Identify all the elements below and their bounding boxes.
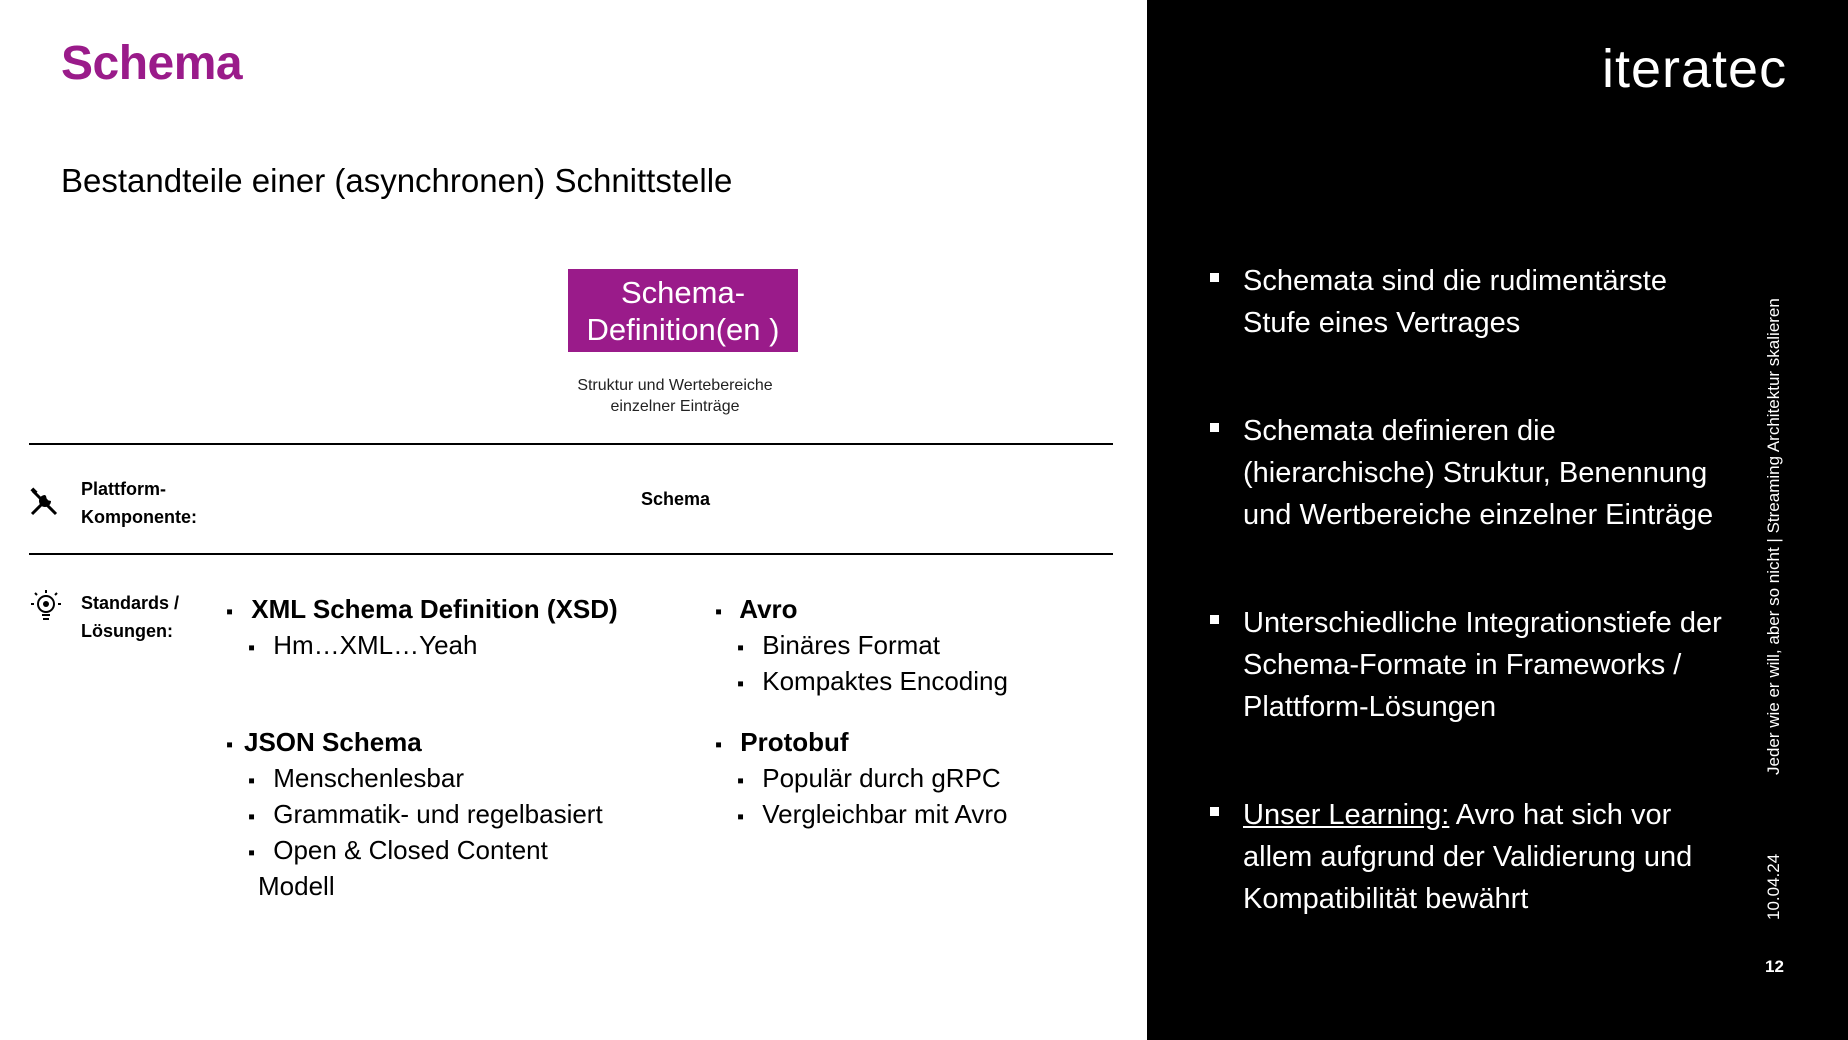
json-item-3: Open & Closed Content: [273, 835, 548, 865]
protobuf-item-2: Vergleichbar mit Avro: [762, 799, 1008, 829]
sidebar-point: [1210, 794, 1730, 920]
json-schema-group: [226, 726, 603, 903]
xsd-item-row: ▪ Hm…XML…Yeah: [248, 630, 478, 660]
sidebar-point-1-text: Schemata sind die rudimentärste Stufe eines Vertrages: [1243, 265, 1667, 339]
platform-value: Schema: [641, 489, 711, 509]
bullet-square-icon: [1210, 807, 1219, 816]
sidebar-point: [1210, 260, 1730, 344]
sidebar-point-4-text: Avro hat sich vor allem aufgrund der Validierung und Kompatibilität bewährt: [1243, 799, 1693, 915]
sidebar-point: [1210, 410, 1730, 536]
xsd-title-row: ▪ XML Schema Definition (XSD): [226, 594, 618, 624]
avro-group: [715, 593, 1008, 701]
iteratec-logo: iteratec: [1602, 39, 1788, 99]
avro-item-row: ▪ Binäres Format: [737, 630, 940, 660]
schema-caption: [555, 375, 795, 417]
avro-title-row: ▪ Avro: [715, 594, 798, 624]
bullet-square-icon: [1210, 423, 1219, 432]
sidebar-point-3-text: Unterschiedliche Integrationstiefe der Schema-Formate in Frameworks / Plattform-Lösungen: [1243, 607, 1722, 723]
json-item-row: ▪ Open & Closed Content: [248, 835, 548, 865]
page-number: 12: [1765, 957, 1784, 976]
footer-date: 10.04.24: [1764, 853, 1783, 920]
standards-label: [81, 589, 179, 645]
xsd-group: [226, 593, 618, 665]
bullet-square-icon: [1210, 615, 1219, 624]
json-title-row: ▪ JSON Schema: [226, 727, 422, 757]
schema-box-line2: Definition(en ): [586, 311, 780, 347]
standards-label-line1: Standards /: [81, 593, 180, 613]
avro-item-1: Binäres Format: [762, 630, 940, 660]
schema-caption-line2: einzelner Einträge: [610, 398, 740, 415]
sidebar-points: [1210, 260, 1730, 986]
learning-label: Unser Learning:: [1243, 799, 1450, 831]
protobuf-item-row: ▪ Populär durch gRPC: [737, 763, 1001, 793]
xsd-item-1: Hm…XML…Yeah: [273, 630, 478, 660]
protobuf-title-row: ▪ Protobuf: [715, 727, 849, 757]
schema-definition-box: [568, 269, 798, 352]
page-subtitle: Bestandteile einer (asynchronen) Schnittstelle: [61, 162, 733, 199]
platform-label: [81, 475, 197, 531]
page-title: Schema: [61, 37, 243, 90]
sidebar-point: [1210, 602, 1730, 728]
json-item-4: Modell: [258, 871, 335, 901]
json-title: JSON Schema: [244, 727, 422, 757]
protobuf-item-1: Populär durch gRPC: [762, 763, 1001, 793]
xsd-title: XML Schema Definition (XSD): [251, 594, 618, 624]
divider-bottom: [29, 553, 1113, 555]
json-item-row: ▪ Menschenlesbar: [248, 763, 465, 793]
schema-box-line1: Schema-: [620, 274, 746, 310]
platform-label-line2: Komponente:: [81, 507, 197, 527]
platform-label-line1: Plattform-: [81, 479, 166, 499]
divider-top: [29, 443, 1113, 445]
avro-title: Avro: [739, 594, 798, 624]
footer-text: Jeder wie er will, aber so nicht | Streaming Architektur skalieren: [1764, 298, 1783, 775]
tools-icon: [29, 487, 59, 522]
json-item-2: Grammatik- und regelbasiert: [273, 799, 603, 829]
avro-item-row: ▪ Kompaktes Encoding: [737, 666, 1008, 696]
avro-item-2: Kompaktes Encoding: [762, 666, 1008, 696]
protobuf-item-row: ▪ Vergleichbar mit Avro: [737, 799, 1008, 829]
json-item-row: [226, 870, 603, 903]
standards-label-line2: Lösungen:: [81, 621, 173, 641]
bullet-square-icon: [1210, 273, 1219, 282]
sidebar-point-2-text: Schemata definieren die (hierarchische) Struktur, Benennung und Wertbereiche einzelner Einträge: [1243, 415, 1714, 531]
protobuf-group: [715, 726, 1007, 834]
schema-caption-line1: Struktur und Wertebereiche: [577, 377, 773, 394]
protobuf-title: Protobuf: [740, 727, 849, 757]
json-item-row: ▪ Grammatik- und regelbasiert: [248, 799, 603, 829]
json-item-1: Menschenlesbar: [273, 763, 465, 793]
lightbulb-icon: [30, 589, 62, 628]
